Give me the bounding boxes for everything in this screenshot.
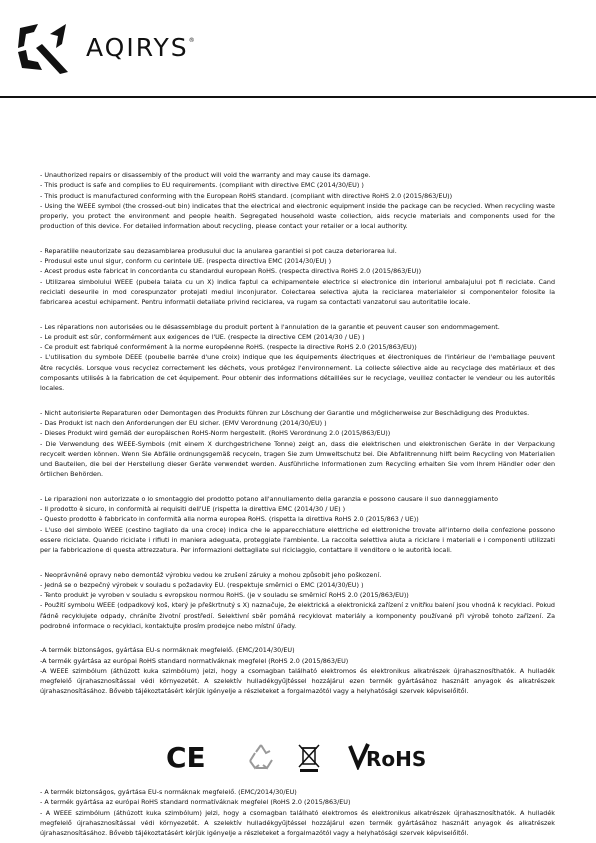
svg-text:RoHS: RoHS xyxy=(366,747,427,770)
section-hungarian xyxy=(40,645,555,696)
brand-logo xyxy=(12,18,195,76)
text-line: -A WEEE szimbólum (áthúzott kuka szimbólum) jelzi, hogy a csomagban található elektromos és elektronikus alkatrészek újrahasznosíthatók. A hulladék megfelelő újrahasznosítással védi környezetét. A szelektív hulladékgyűjtéssel hozzájárul ezen termék gyártásához használt anyagok és alkatrészek újrahasznosításához. Bővebb tájékoztatásért kérjük igényelje a részleteket a forgalmazótól vagy a helyhatósági szervek képviselőitől. xyxy=(40,666,555,696)
text-line: - Produsul este unul sigur, conform cu cerintele UE. (respecta directiva EMC (2014/30/EU) ) xyxy=(40,257,332,266)
text-line: - This product is safe and complies to EU requirements. (compliant with directive EMC (2014/30/EU) ) xyxy=(40,181,364,190)
text-line: - Tento produkt je vyroben v souladu s evropskou normou RoHS. (je v souladu se směrnicí RoHS 2.0 (2015/863/EU)) xyxy=(40,591,409,600)
text-line: - Unauthorized repairs or disassembly of the product will void the warranty and may cause its damage. xyxy=(40,171,371,179)
svg-text:CE: CE xyxy=(166,742,206,770)
text-line: - Questo prodotto è fabbricato in conformità alla norma europea RoHS. (rispetta la direttiva RoHS 2.0 (2015/863 / UE)) xyxy=(40,515,419,524)
section-romanian xyxy=(40,246,555,308)
rohs-icon xyxy=(348,742,432,770)
text-line: - Les réparations non autorisées ou le désassemblage du produit portent à l'annulation de la garantie et peuvent causer son endommagement. xyxy=(40,322,500,331)
section-italian xyxy=(40,494,555,556)
text-line: - Le riparazioni non autorizzate o lo smontaggio del prodotto potano all'annullamento della garanzia e possono causare il suo danneggiamento xyxy=(40,494,499,503)
text-line: - Using the WEEE symbol (the crossed-out bin) indicates that the electrical and electronic equipment inside the package can be recycled. When recycling waste properly, you protect the environment and people health. Segregated household waste collection, aids recycle materials and components used for the production of this device. For detailed information about recycling, please contact your retailer or a local authority. xyxy=(40,201,555,231)
text-line: - Dieses Produkt wird gemäß der europäischen RoHS-Norm hergestellt. (RoHS Verordnung 2.0 (2015/863/EU)) xyxy=(40,429,391,438)
text-line: - Použití symbolu WEEE (odpadkový koš, který je přeškrtnutý s X) naznačuje, že elektrická a elektronická zařízení z vnitřku balení jsou vhodná k recyklaci. Pokud řádně recyklujete odpady, chráníte životní prostředí. Selektivní sběr pomáhá recyklovat materiály a komponenty používané při výrobě tohoto zařízení. Za podrobné informace o recyklaci, kontaktujte prosím prodejce nebo místní úřady. xyxy=(40,601,555,630)
text-line: - Utilizarea simbolului WEEE (pubela taiata cu un X) indica faptul ca echipamentele electrice si electronice din interiorul ambalajului pot fi reciclate. Cand reciclati deseurile in mod corespunzator protejati mediul inconjurator. Colectarea selectiva ajuta la reciclarea materialelor si componentelor folosite la fabricarea acestui echipament. Pentru informatii detaliate privind reciclarea, va rugam sa contactati vanzatorul sau autoritatile locale. xyxy=(40,277,555,307)
text-line: - A WEEE szimbólum (áthúzott kuka szimbólum) jelzi, hogy a csomagban található elektromos és elektronikus alkatrészek újrahasznosíthatók. A hulladék megfelelő újrahasznosítással védi környezetét. A szelektív hulladékgyűjtéssel hozzájárul ezen termék gyártásához használt anyagok és alkatrészek újrahasznosításához. Bővebb tájékoztatásért kérjük igényelje a részleteket a forgalmazótól vagy a helyhatósági szervek képviselőitől. xyxy=(40,808,555,838)
text-line: - Neoprávněné opravy nebo demontáž výrobku vedou ke zrušení záruky a mohou způsobit jeho poškození. xyxy=(40,570,382,579)
text-line: - A termék gyártása az európai RoHS standard normatíváknak megfelel (RoHS 2.0 (2015/863/EU) xyxy=(40,798,351,807)
section-english xyxy=(40,170,555,232)
text-line: - Ce produit est fabriqué conformément à la norme européenne RoHS. (respecte la directive RoHS 2.0 (2015/863/EU)) xyxy=(40,343,417,352)
brand-name: AQIRYS® xyxy=(86,32,195,62)
text-line: - Acest produs este fabricat in concordanta cu standardul european RoHS. (respecta directiva RoHS 2.0 (2015/863/EU)) xyxy=(40,267,422,276)
text-line: - Nicht autorisierte Reparaturen oder Demontagen des Produkts führen zur Löschung der Garantie und möglicherweise zur Beschädigung des Produktes. xyxy=(40,408,530,417)
text-line: -A termék biztonságos, gyártása EU-s normáknak megfelelő. (EMC/2014/30/EU) xyxy=(40,646,295,655)
text-line: - L'utilisation du symbole DEEE (poubelle barrée d'une croix) indique que les équipements électriques et électroniques de l'intérieur de l'emballage peuvent être recyclés. Lorsque vous recyclez correctement les déchets, vous protégez l'environnement. La collecte sélective aide au recyclage des matériaux et des composants utilisés à la fabrication de cet équipement. Pour obtenir des informations détaillées sur le recyclage, veuillez contacter le vendeur ou les autorités locales. xyxy=(40,353,555,393)
text-line: - Jedná se o bezpečný výrobek v souladu s požadavky EU. (respektuje směrnici o EMC (2014/30/EU) ) xyxy=(40,580,364,589)
compliance-icons xyxy=(0,742,596,772)
weee-bin-icon xyxy=(296,742,322,772)
text-line: - Das Produkt ist nach den Anforderungen der EU sicher. (EMV Verordnung (2014/30/EU) ) xyxy=(40,418,327,427)
header-divider xyxy=(0,96,596,98)
text-line: - Die Verwendung des WEEE-Symbols (mit einem X durchgestrichene Tonne) zeigt an, dass die elektrischen und elektronischen Geräte in der Verpackung recycelt werden können. Wenn Sie Abfälle ordnungsgemäß recyceln, tragen Sie zum Umweltschutz bei. Die Abfalltrennung hilft beim Recycling von Materialien und Bauteilen, die bei der Herstellung dieser Geräte verwendet werden. Ausführliche Informationen zum Recycling erhalten Sie vom Ihrem Händler oder den örtlichen Behörden. xyxy=(40,439,555,479)
aqirys-mark-icon xyxy=(12,18,74,76)
document-body xyxy=(40,170,555,711)
ce-mark-icon xyxy=(166,742,206,770)
text-line: - L'uso del simbolo WEEE (cestino tagliato da una croce) indica che le apparecchiature elettriche ed elettroniche trovate all'interno della confezione possono essere riciclate. Quando riciclate i rifiuti in maniera adeguata, proteggiate l'ambiente. La raccolta selettiva aiuta a riciclare i materiali e i componenti utilizzati per la fabbricazione di questa attrezzatura. Per informazioni dettagliate sul riciclaggio, contattare il venditore o le autorità locali. xyxy=(40,525,555,555)
text-line: - A termék biztonságos, gyártása EU-s normáknak megfelelő. (EMC/2014/30/EU) xyxy=(40,788,297,796)
footer-text xyxy=(40,787,555,838)
text-line: -A termék gyártása az európai RoHS standard normatíváknak megfelel (RoHS 2.0 (2015/863/EU) xyxy=(40,656,349,665)
text-line: - Le produit est sûr, conformément aux exigences de l'UE. (respecte la directive CEM (2014/30 / UE) ) xyxy=(40,332,365,341)
recycle-icon xyxy=(246,742,276,770)
text-line: - Reparatiile neautorizate sau dezasamblarea produsului duc la anularea garantiei si pot cauza deteriorarea lui. xyxy=(40,246,397,255)
section-german xyxy=(40,408,555,480)
section-french xyxy=(40,322,555,394)
section-czech xyxy=(40,570,555,632)
text-line: - Il prodotto è sicuro, in conformità ai requisiti dell'UE (rispetta la direttiva EMC (2014/30 / UE) ) xyxy=(40,505,346,514)
text-line: - This product is manufactured conforming with the European RoHS standard. (compliant with directive RoHS 2.0 (2015/863/EU)) xyxy=(40,191,453,200)
